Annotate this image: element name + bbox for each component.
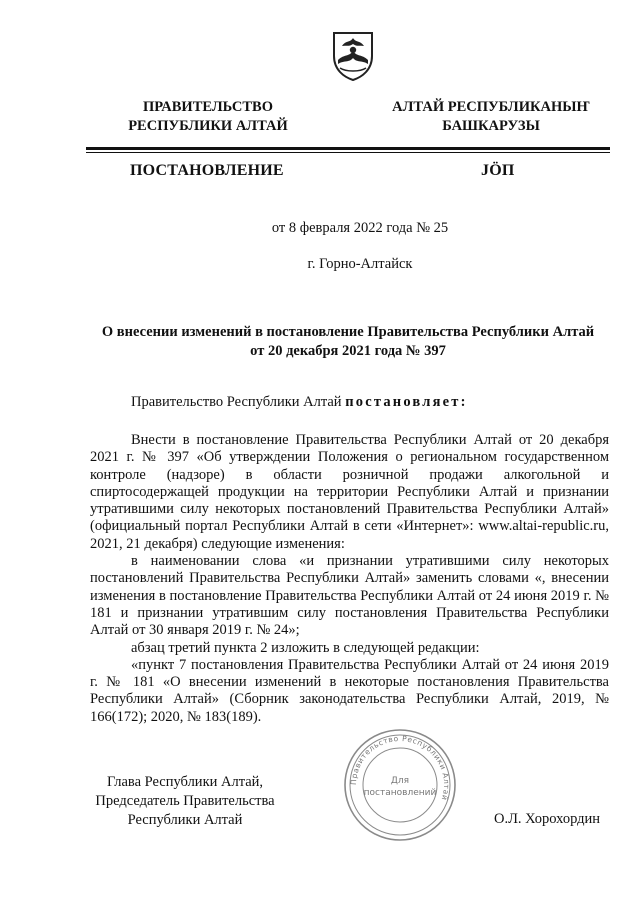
coat-of-arms-emblem <box>330 30 376 82</box>
signatory-position-line1: Глава Республики Алтай, <box>106 774 264 790</box>
body-paragraph-1: Внести в постановление Правительства Республики Алтай от 20 декабря 2021 г. № 397 «Об утверждении Положения о региональном государственном контроле (надзоре) в области розничной продажи алкогольной и спиртосодержащей продукции на территории Республики Алтай и признании утратившими силу некоторых постановлений Правительства Республики Алтай» (официальный портал Республики Алтай в сети «Интернет»: www.altai-republic.ru, 2021, 21 декабря) следующие изменения: <box>90 432 609 552</box>
doctype-russian: ПОСТАНОВЛЕНИЕ <box>130 162 284 179</box>
title-line1: О внесении изменений в постановление Правительства Республики Алтай <box>101 324 595 340</box>
decree-verb: постановляет: <box>345 394 468 410</box>
body-paragraph-4: «пункт 7 постановления Правительства Республики Алтай от 24 июня 2019 г. № 181 «О внесении изменений в некоторые постановления Правительства Республики Алтай» (Сборник законодательства Республики Алтай, 2019, № 166(172); 2020, № 183(189). <box>90 656 609 725</box>
doctype-altai: JӦП <box>481 162 515 179</box>
document-body <box>90 432 609 726</box>
stamp-inner-line2: постановлений <box>363 788 437 798</box>
header-rule-thick <box>86 147 610 150</box>
stamp-ring-text: Правительство Республики Алтай <box>348 733 452 802</box>
government-name-russian <box>108 98 308 136</box>
header-rule-thin <box>86 152 610 153</box>
header-right-line1: АЛТАЙ РЕСПУБЛИКАНЫҤ <box>392 99 590 115</box>
header-left-line2: РЕСПУБЛИКИ АЛТАЙ <box>128 118 288 134</box>
official-stamp <box>342 727 458 843</box>
signatory-position <box>90 773 280 830</box>
header-right-line2: БАШКАРУЗЫ <box>442 118 540 134</box>
stamp-inner-line1: Для <box>390 776 410 786</box>
document-title <box>86 323 610 361</box>
signatory-position-line3: Республики Алтай <box>127 812 243 828</box>
title-line2: от 20 декабря 2021 года № 397 <box>250 343 446 359</box>
header-left-line1: ПРАВИТЕЛЬСТВО <box>143 99 273 115</box>
signatory-name: О.Л. Хорохордин <box>494 811 601 827</box>
decree-clause <box>131 394 468 411</box>
body-paragraph-3: абзац третий пункта 2 изложить в следующей редакции: <box>131 639 480 656</box>
signatory-position-line2: Председатель Правительства <box>95 793 275 809</box>
document-date-number: от 8 февраля 2022 года № 25 <box>271 220 449 236</box>
government-name-altai <box>386 98 596 136</box>
decree-subject: Правительство Республики Алтай <box>131 394 342 410</box>
body-paragraph-2: в наименовании слова «и признании утратившими силу некоторых постановлений Правительства Республики Алтай» заменить словами «, внесении изменения в постановление Правительства Республики Алтай от 24 июня 2019 г. № 181 и признании утратившим силу постановления Правительства Республики Алтай от 30 января 2019 г. № 24»; <box>90 553 609 639</box>
document-city: г. Горно-Алтайск <box>307 256 413 272</box>
